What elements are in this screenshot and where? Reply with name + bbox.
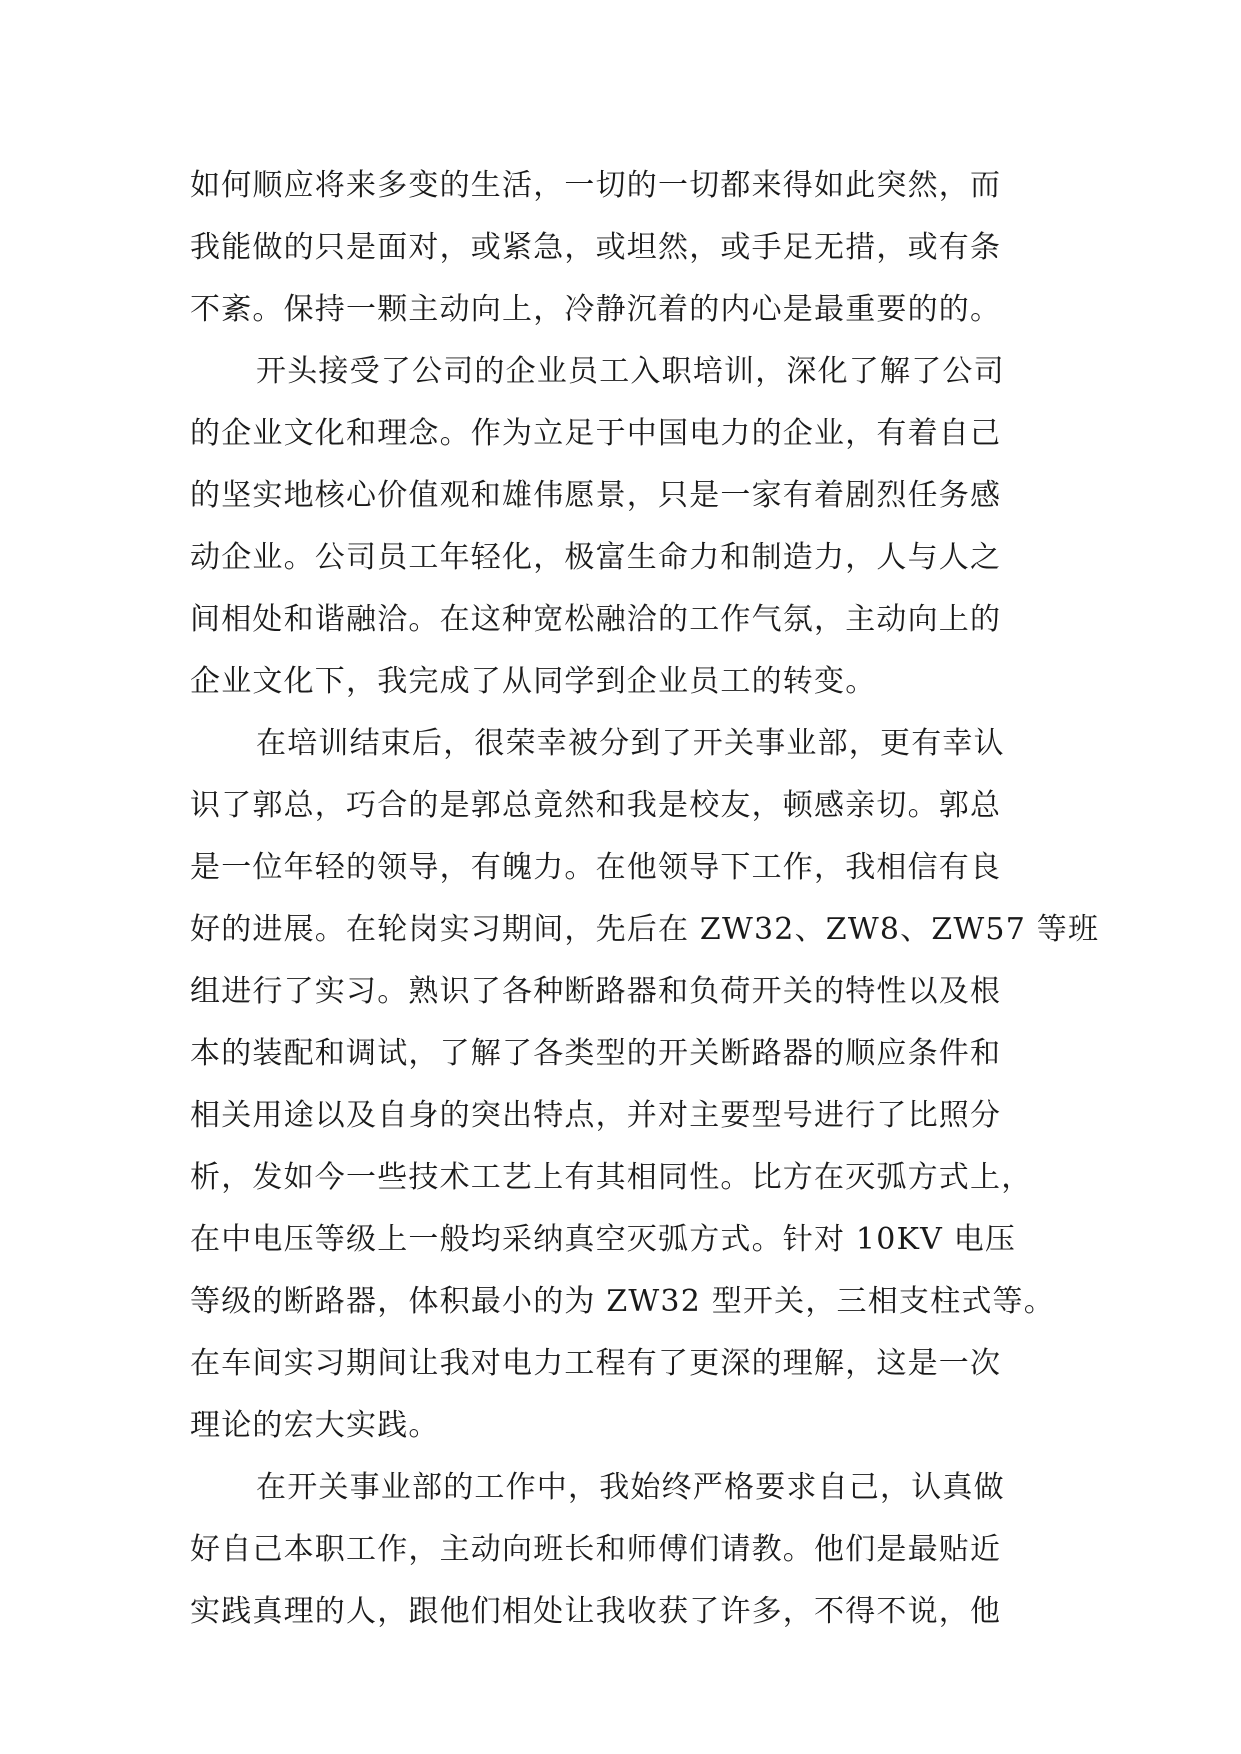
text-line: 我能做的只是面对，或紧急，或坦然，或手足无措，或有条	[190, 230, 1002, 265]
text-line: 析，发如今一些技术工艺上有其相同性。比方在灭弧方式上，	[190, 1160, 1033, 1195]
text-line: 动企业。公司员工年轻化，极富生命力和制造力，人与人之	[190, 540, 1002, 575]
text-line: 相关用途以及自身的突出特点，并对主要型号进行了比照分	[190, 1098, 1002, 1133]
text-line: 组进行了实习。熟识了各种断路器和负荷开关的特性以及根	[190, 974, 1002, 1009]
text-line: 识了郭总，巧合的是郭总竟然和我是校友，顿感亲切。郭总	[190, 788, 1002, 823]
text-line: 好的进展。在轮岗实习期间，先后在 ZW32、ZW8、ZW57 等班	[190, 912, 1100, 947]
text-line: 的企业文化和理念。作为立足于中国电力的企业，有着自己	[190, 416, 1002, 451]
document-body	[190, 155, 1100, 1643]
text-line: 在中电压等级上一般均采纳真空灭弧方式。针对 10KV 电压	[190, 1222, 1017, 1257]
text-line: 不紊。保持一颗主动向上，冷静沉着的内心是最重要的的。	[190, 292, 1002, 327]
text-line: 实践真理的人，跟他们相处让我收获了许多，不得不说，他	[190, 1594, 1002, 1629]
text-line: 如何顺应将来多变的生活，一切的一切都来得如此突然，而	[190, 168, 1002, 203]
text-line: 好自己本职工作，主动向班长和师傅们请教。他们是最贴近	[190, 1532, 1002, 1567]
text-line: 在车间实习期间让我对电力工程有了更深的理解，这是一次	[190, 1346, 1002, 1381]
text-line: 的坚实地核心价值观和雄伟愿景，只是一家有着剧烈任务感	[190, 478, 1002, 513]
text-line: 间相处和谐融洽。在这种宽松融洽的工作气氛，主动向上的	[190, 602, 1002, 637]
paragraph-start-line: 开头接受了公司的企业员工入职培训，深化了解了公司	[256, 354, 1005, 389]
text-line: 等级的断路器，体积最小的为 ZW32 型开关，三相支柱式等。	[190, 1284, 1055, 1319]
paragraph-start-line: 在开关事业部的工作中，我始终严格要求自己，认真做	[256, 1470, 1005, 1505]
text-line: 企业文化下，我完成了从同学到企业员工的转变。	[190, 664, 877, 699]
text-line: 本的装配和调试，了解了各类型的开关断路器的顺应条件和	[190, 1036, 1002, 1071]
paragraph-start-line: 在培训结束后，很荣幸被分到了开关事业部，更有幸认	[256, 726, 1005, 761]
text-line: 是一位年轻的领导，有魄力。在他领导下工作，我相信有良	[190, 850, 1002, 885]
text-line: 理论的宏大实践。	[190, 1408, 440, 1443]
